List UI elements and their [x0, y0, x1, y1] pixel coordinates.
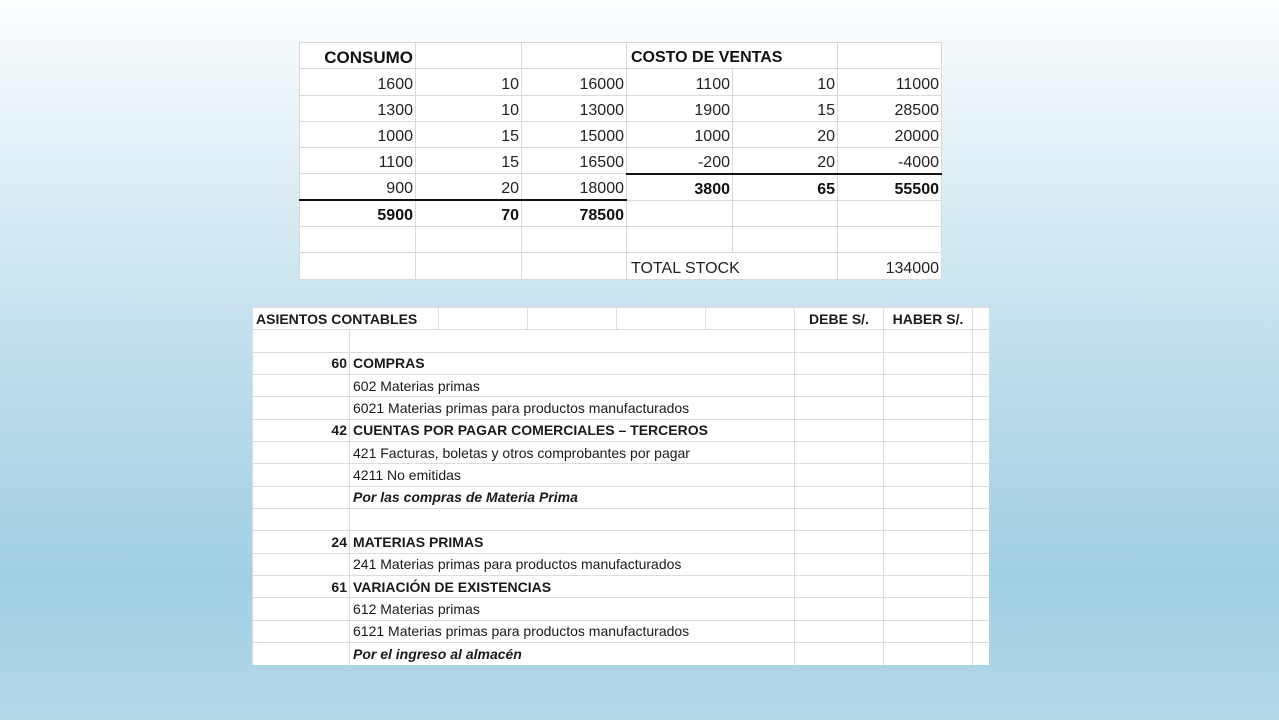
- table-cell: [973, 598, 990, 620]
- journal-title: ASIENTOS CONTABLES: [253, 308, 439, 330]
- debe-cell: [795, 553, 884, 575]
- table-cell: 1600: [300, 69, 416, 95]
- haber-cell: [884, 576, 973, 598]
- haber-cell: [884, 330, 973, 352]
- haber-cell: [884, 352, 973, 374]
- table-cell: [973, 553, 990, 575]
- table-cell: 20: [416, 174, 522, 200]
- table-cell: [973, 643, 990, 665]
- account-description: Por el ingreso al almacén: [350, 643, 795, 665]
- table-cell: 15000: [522, 121, 627, 147]
- journal-row: [253, 620, 990, 642]
- table-cell: 16000: [522, 69, 627, 95]
- table-cell: [973, 486, 990, 508]
- account-description: 6121 Materias primas para productos manufacturados: [350, 620, 795, 642]
- table-cell: [838, 227, 942, 253]
- debe-cell: [795, 643, 884, 665]
- account-code: 42: [253, 419, 350, 441]
- haber-cell: [884, 598, 973, 620]
- table-cell: [973, 509, 990, 531]
- table-cell: [522, 43, 627, 69]
- haber-cell: [884, 509, 973, 531]
- journal-row: [253, 375, 990, 397]
- table-row: [300, 121, 942, 147]
- journal-row: [253, 531, 990, 553]
- table-cell: 13000: [522, 95, 627, 121]
- table-cell: [528, 308, 617, 330]
- account-code: [253, 598, 350, 620]
- account-code: [253, 464, 350, 486]
- table-cell: 1000: [300, 121, 416, 147]
- table-cell: 20000: [838, 121, 942, 147]
- account-code: 24: [253, 531, 350, 553]
- table-cell: 18000: [522, 174, 627, 200]
- debe-cell: [795, 620, 884, 642]
- table-cell: 5900: [300, 200, 416, 226]
- table-cell: 78500: [522, 200, 627, 226]
- table-cell: [617, 308, 706, 330]
- account-description: 6021 Materias primas para productos manufacturados: [350, 397, 795, 419]
- asientos-contables-table: [252, 307, 989, 665]
- debe-cell: [795, 531, 884, 553]
- table-cell: 28500: [838, 95, 942, 121]
- haber-cell: [884, 442, 973, 464]
- consumo-header: CONSUMO: [300, 43, 416, 69]
- table-row: [300, 148, 942, 174]
- journal-row: [253, 442, 990, 464]
- account-code: [253, 375, 350, 397]
- journal-row: [253, 486, 990, 508]
- table-cell: [973, 397, 990, 419]
- table-cell: 1000: [627, 121, 733, 147]
- table-cell: 20: [733, 148, 838, 174]
- table-cell: [627, 200, 733, 226]
- account-description: Por las compras de Materia Prima: [350, 486, 795, 508]
- journal-row: [253, 598, 990, 620]
- haber-header: HABER S/.: [884, 308, 973, 330]
- table-cell: 3800: [627, 174, 733, 200]
- table-cell: 11000: [838, 69, 942, 95]
- table-cell: [973, 442, 990, 464]
- table-cell: [439, 308, 528, 330]
- table-header-row: [300, 43, 942, 69]
- table-cell: [838, 200, 942, 226]
- table-cell: [838, 43, 942, 69]
- table-cell: [973, 620, 990, 642]
- table-cell: [973, 308, 990, 330]
- account-description: 602 Materias primas: [350, 375, 795, 397]
- debe-cell: [795, 397, 884, 419]
- account-code: [253, 486, 350, 508]
- journal-row: [253, 553, 990, 575]
- table-cell: -200: [627, 148, 733, 174]
- account-description: MATERIAS PRIMAS: [350, 531, 795, 553]
- table-cell: 1900: [627, 95, 733, 121]
- account-description: 241 Materias primas para productos manufacturados: [350, 553, 795, 575]
- table-cell: 65: [733, 174, 838, 200]
- haber-cell: [884, 643, 973, 665]
- table-cell: [522, 253, 627, 279]
- table-cell: [973, 576, 990, 598]
- account-code: 61: [253, 576, 350, 598]
- debe-header: DEBE S/.: [795, 308, 884, 330]
- table-cell: 55500: [838, 174, 942, 200]
- haber-cell: [884, 531, 973, 553]
- account-description: COMPRAS: [350, 352, 795, 374]
- debe-cell: [795, 419, 884, 441]
- account-description: 612 Materias primas: [350, 598, 795, 620]
- account-description: 4211 No emitidas: [350, 464, 795, 486]
- table-cell: 20: [733, 121, 838, 147]
- table-cell: [416, 253, 522, 279]
- haber-cell: [884, 553, 973, 575]
- debe-cell: [795, 375, 884, 397]
- table-cell: [973, 531, 990, 553]
- account-description: VARIACIÓN DE EXISTENCIAS: [350, 576, 795, 598]
- account-code: [253, 397, 350, 419]
- table-cell: [416, 227, 522, 253]
- journal-row: [253, 509, 990, 531]
- table-cell: [416, 43, 522, 69]
- table-cell: 70: [416, 200, 522, 226]
- table-cell: 1300: [300, 95, 416, 121]
- table-row: [300, 95, 942, 121]
- account-code: [253, 442, 350, 464]
- debe-cell: [795, 464, 884, 486]
- table-cell: [973, 375, 990, 397]
- account-code: [253, 509, 350, 531]
- debe-cell: [795, 352, 884, 374]
- account-code: [253, 643, 350, 665]
- total-stock-label: TOTAL STOCK: [627, 253, 838, 279]
- journal-row: [253, 397, 990, 419]
- haber-cell: [884, 620, 973, 642]
- table-cell: 10: [416, 69, 522, 95]
- debe-cell: [795, 442, 884, 464]
- journal-row: [253, 330, 990, 352]
- debe-cell: [795, 598, 884, 620]
- table-cell: 1100: [300, 148, 416, 174]
- account-code: [253, 553, 350, 575]
- table-cell: 10: [416, 95, 522, 121]
- haber-cell: [884, 397, 973, 419]
- journal-row: [253, 419, 990, 441]
- account-description: 421 Facturas, boletas y otros comprobantes por pagar: [350, 442, 795, 464]
- debe-cell: [795, 330, 884, 352]
- table-cell: 1100: [627, 69, 733, 95]
- table-row: [300, 69, 942, 95]
- haber-cell: [884, 486, 973, 508]
- table-cell: 900: [300, 174, 416, 200]
- account-code: [253, 620, 350, 642]
- costo-ventas-header: COSTO DE VENTAS: [627, 43, 838, 69]
- total-stock-value: 134000: [838, 253, 942, 279]
- account-description: CUENTAS POR PAGAR COMERCIALES – TERCEROS: [350, 419, 795, 441]
- table-cell: 10: [733, 69, 838, 95]
- table-cell: 15: [416, 148, 522, 174]
- table-row: [300, 227, 942, 253]
- debe-cell: [795, 486, 884, 508]
- table-row: [300, 200, 942, 226]
- haber-cell: [884, 464, 973, 486]
- asientos-contables-panel: [252, 307, 989, 665]
- table-cell: -4000: [838, 148, 942, 174]
- table-cell: [973, 352, 990, 374]
- account-description: [350, 330, 795, 352]
- consumo-costo-table: [299, 42, 942, 280]
- journal-row: [253, 464, 990, 486]
- journal-row: [253, 352, 990, 374]
- table-row: [300, 174, 942, 200]
- table-cell: 15: [733, 95, 838, 121]
- table-cell: [627, 227, 733, 253]
- table-cell: [733, 200, 838, 226]
- haber-cell: [884, 419, 973, 441]
- account-code: [253, 330, 350, 352]
- debe-cell: [795, 509, 884, 531]
- table-cell: [733, 227, 838, 253]
- table-cell: [522, 227, 627, 253]
- table-cell: [706, 308, 795, 330]
- journal-row: [253, 643, 990, 665]
- debe-cell: [795, 576, 884, 598]
- table-cell: [300, 253, 416, 279]
- haber-cell: [884, 375, 973, 397]
- journal-row: [253, 576, 990, 598]
- table-cell: [973, 464, 990, 486]
- table-cell: [973, 330, 990, 352]
- total-stock-row: [300, 253, 942, 279]
- table-cell: 15: [416, 121, 522, 147]
- table-cell: [300, 227, 416, 253]
- journal-header-row: [253, 308, 990, 330]
- table-cell: [973, 419, 990, 441]
- table-cell: 16500: [522, 148, 627, 174]
- account-description: [350, 509, 795, 531]
- account-code: 60: [253, 352, 350, 374]
